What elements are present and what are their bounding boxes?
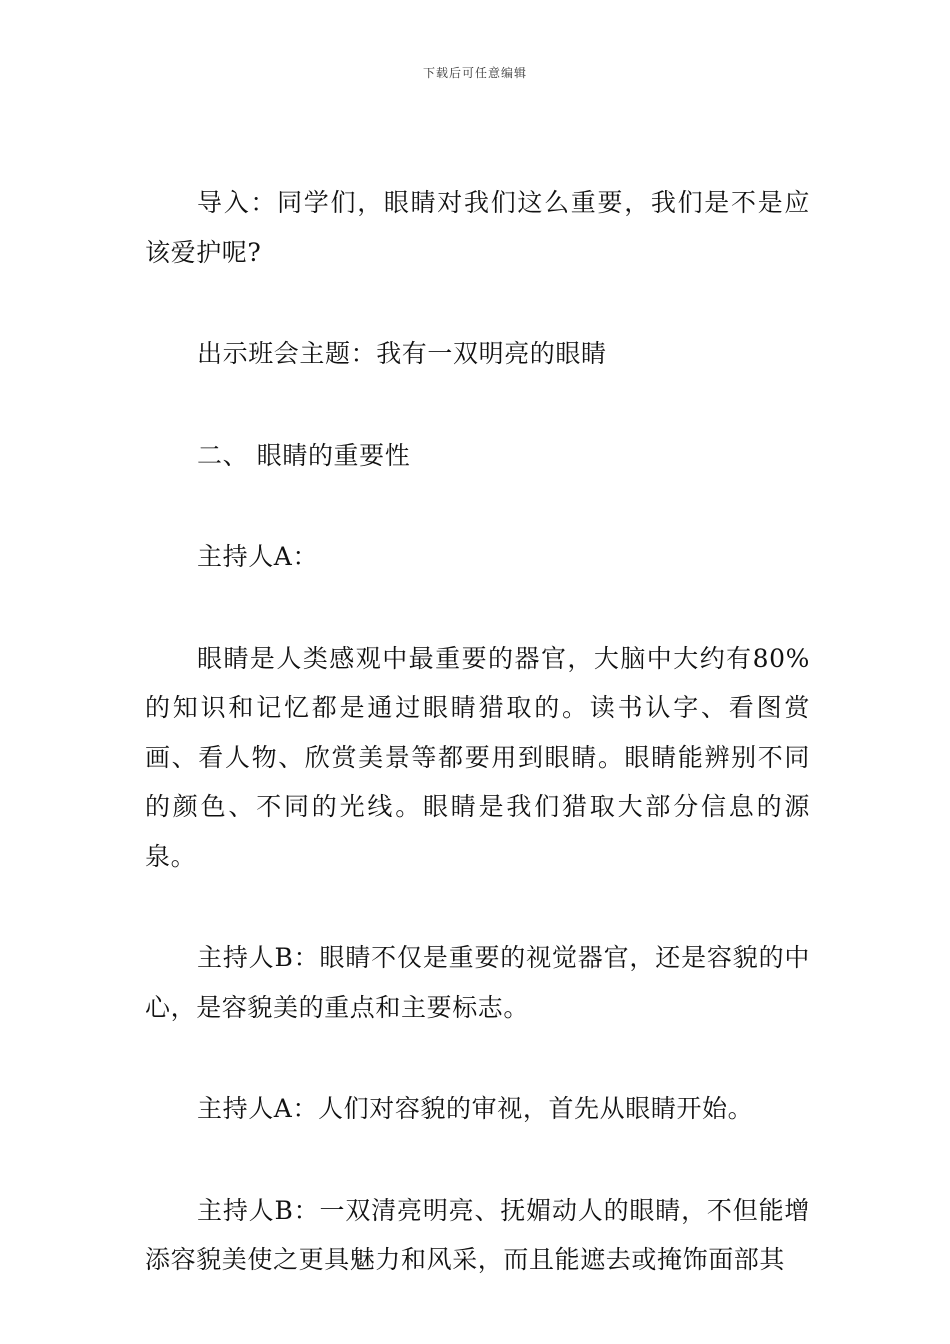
paragraph-intro: 导入：同学们，眼睛对我们这么重要，我们是不是应该爱护呢? [145,188,810,267]
document-body [145,178,810,1285]
paragraph-host-b-1: 主持人B：眼睛不仅是重要的视觉器官，还是容貌的中心，是容貌美的重点和主要标志。 [145,943,810,1022]
page-header: 下载后可任意编辑 [422,66,527,80]
paragraph-host-b-2: 主持人B：一双清亮明亮、抚媚动人的眼睛，不但能增添容貌美使之更具魅力和风采，而且能遮去或掩饰面部其 [145,1195,810,1274]
paragraph-theme: 出示班会主题：我有一双明亮的眼睛 [197,339,607,368]
paragraph-host-a-label: 主持人A： [197,542,319,571]
paragraph-eye-importance: 眼睛是人类感观中最重要的器官，大脑中大约有80%的知识和记忆都是通过眼睛猎取的。读书认字、看图赏画、看人物、欣赏美景等都要用到眼睛。眼睛能辨别不同的颜色、不同的光线。眼睛是我们猎取大部分信息的源泉。 [145,643,810,871]
section-heading: 二、 眼睛的重要性 [197,440,411,470]
paragraph-host-a-2: 主持人A：人们对容貌的审视，首先从眼睛开始。 [197,1094,754,1123]
